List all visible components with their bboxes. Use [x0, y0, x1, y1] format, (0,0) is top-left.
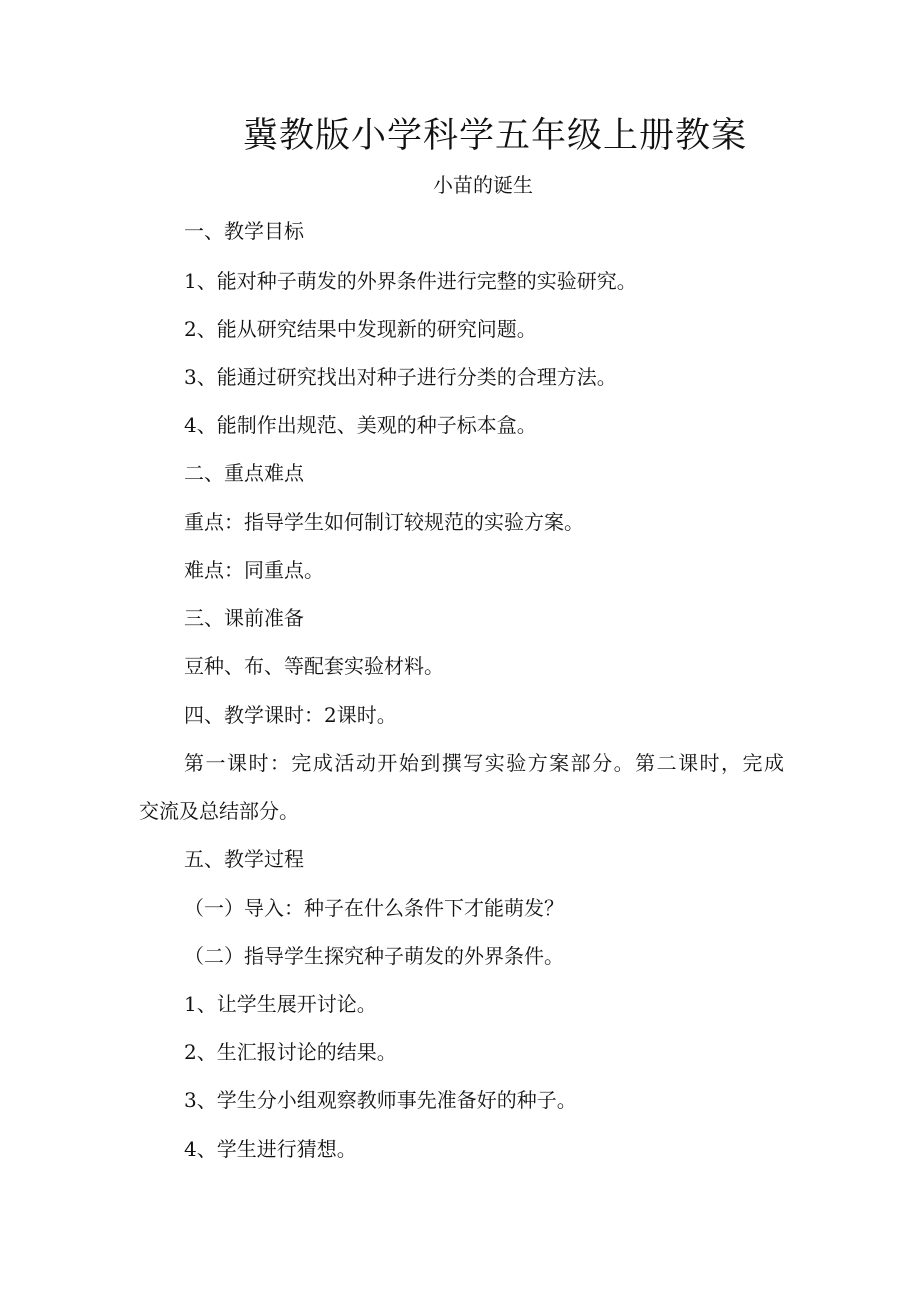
document-title: 冀教版小学科学五年级上册教案 — [242, 116, 747, 156]
text-line: 豆种、布、等配套实验材料。 — [184, 654, 444, 678]
text-line: 3、能通过研究找出对种子进行分类的合理方法。 — [184, 365, 617, 389]
text-line: （一）导入：种子在什么条件下才能萌发？ — [184, 896, 564, 920]
section-heading-preparation: 三、课前准备 — [184, 606, 304, 630]
text-line: 4、能制作出规范、美观的种子标本盒。 — [184, 413, 537, 437]
text-line: 1、让学生展开讨论。 — [184, 992, 377, 1016]
section-heading-process: 五、教学过程 — [184, 847, 304, 871]
section-heading-class-hours: 四、教学课时：2课时。 — [184, 703, 397, 727]
text-line: 重点：指导学生如何制订较规范的实验方案。 — [184, 510, 584, 534]
text-line: 3、学生分小组观察教师事先准备好的种子。 — [184, 1088, 577, 1112]
paragraph-line: 第一课时：完成活动开始到撰写实验方案部分。第二课时，完成 — [184, 751, 784, 775]
text-line: 2、能从研究结果中发现新的研究问题。 — [184, 317, 537, 341]
document-subtitle: 小苗的诞生 — [433, 173, 533, 197]
text-line: （二）指导学生探究种子萌发的外界条件。 — [184, 944, 564, 968]
text-line: 难点：同重点。 — [184, 558, 324, 582]
paragraph-continuation: 交流及总结部分。 — [139, 799, 299, 823]
text-line: 1、能对种子萌发的外界条件进行完整的实验研究。 — [184, 269, 637, 293]
section-heading-objectives: 一、教学目标 — [184, 219, 304, 243]
section-heading-key-points: 二、重点难点 — [184, 461, 304, 485]
text-line: 2、生汇报讨论的结果。 — [184, 1040, 397, 1064]
text-line: 4、学生进行猜想。 — [184, 1137, 357, 1161]
